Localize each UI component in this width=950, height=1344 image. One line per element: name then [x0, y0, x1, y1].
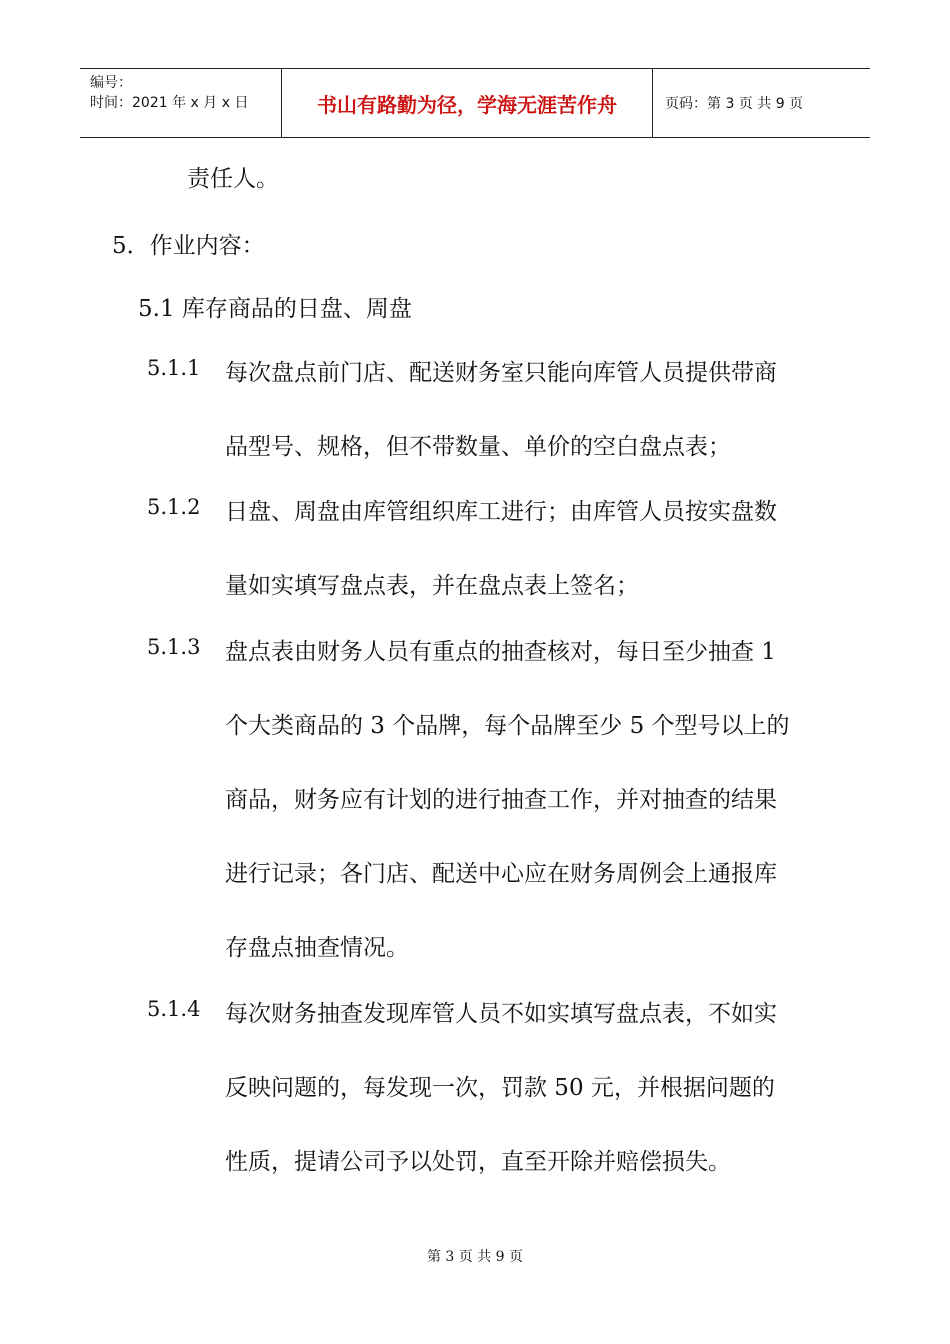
item-text-line: 进行记录；各门店、配送中心应在财务周例会上通报库 [225, 861, 777, 887]
header-meta [80, 69, 282, 137]
page-header [80, 68, 870, 138]
item-text-line: 量如实填写盘点表，并在盘点表上签名； [225, 573, 639, 599]
item-text-line: 反映问题的，每发现一次，罚款 50 元，并根据问题的 [225, 1075, 775, 1101]
item-text-line: 每次盘点前门店、配送财务室只能向库管人员提供带商 [225, 360, 777, 386]
header-motto: 书山有路勤为径，学海无涯苦作舟 [282, 69, 653, 137]
item-text-line: 每次财务抽查发现库管人员不如实填写盘点表，不如实 [225, 1001, 777, 1027]
item-text-line: 盘点表由财务人员有重点的抽查核对，每日至少抽查 1 [225, 639, 776, 665]
item-number: 5.1.2 [147, 495, 201, 519]
section-heading-5-1: 5.1 库存商品的日盘、周盘 [138, 296, 412, 322]
item-number: 5.1.4 [147, 997, 201, 1021]
document-date: 时间：2021 年 x 月 x 日 [90, 95, 249, 111]
item-text-line: 存盘点抽查情况。 [225, 935, 409, 961]
section-heading-5: 5．作业内容： [112, 233, 265, 259]
item-text-line: 品型号、规格，但不带数量、单价的空白盘点表； [225, 434, 731, 460]
document-number-label: 编号： [90, 75, 132, 91]
item-text-line: 性质，提请公司予以处罚，直至开除并赔偿损失。 [225, 1149, 731, 1175]
item-number: 5.1.1 [147, 356, 201, 380]
item-text-line: 日盘、周盘由库管组织库工进行；由库管人员按实盘数 [225, 499, 777, 525]
item-text-line: 商品，财务应有计划的进行抽查工作，并对抽查的结果 [225, 787, 777, 813]
text-line: 责任人。 [187, 166, 279, 192]
page-footer: 第 3 页 共 9 页 [426, 1249, 524, 1265]
item-number: 5.1.3 [147, 635, 201, 659]
header-page-info: 页码：第 3 页 共 9 页 [665, 96, 804, 112]
item-text-line: 个大类商品的 3 个品牌，每个品牌至少 5 个型号以上的 [225, 713, 790, 739]
